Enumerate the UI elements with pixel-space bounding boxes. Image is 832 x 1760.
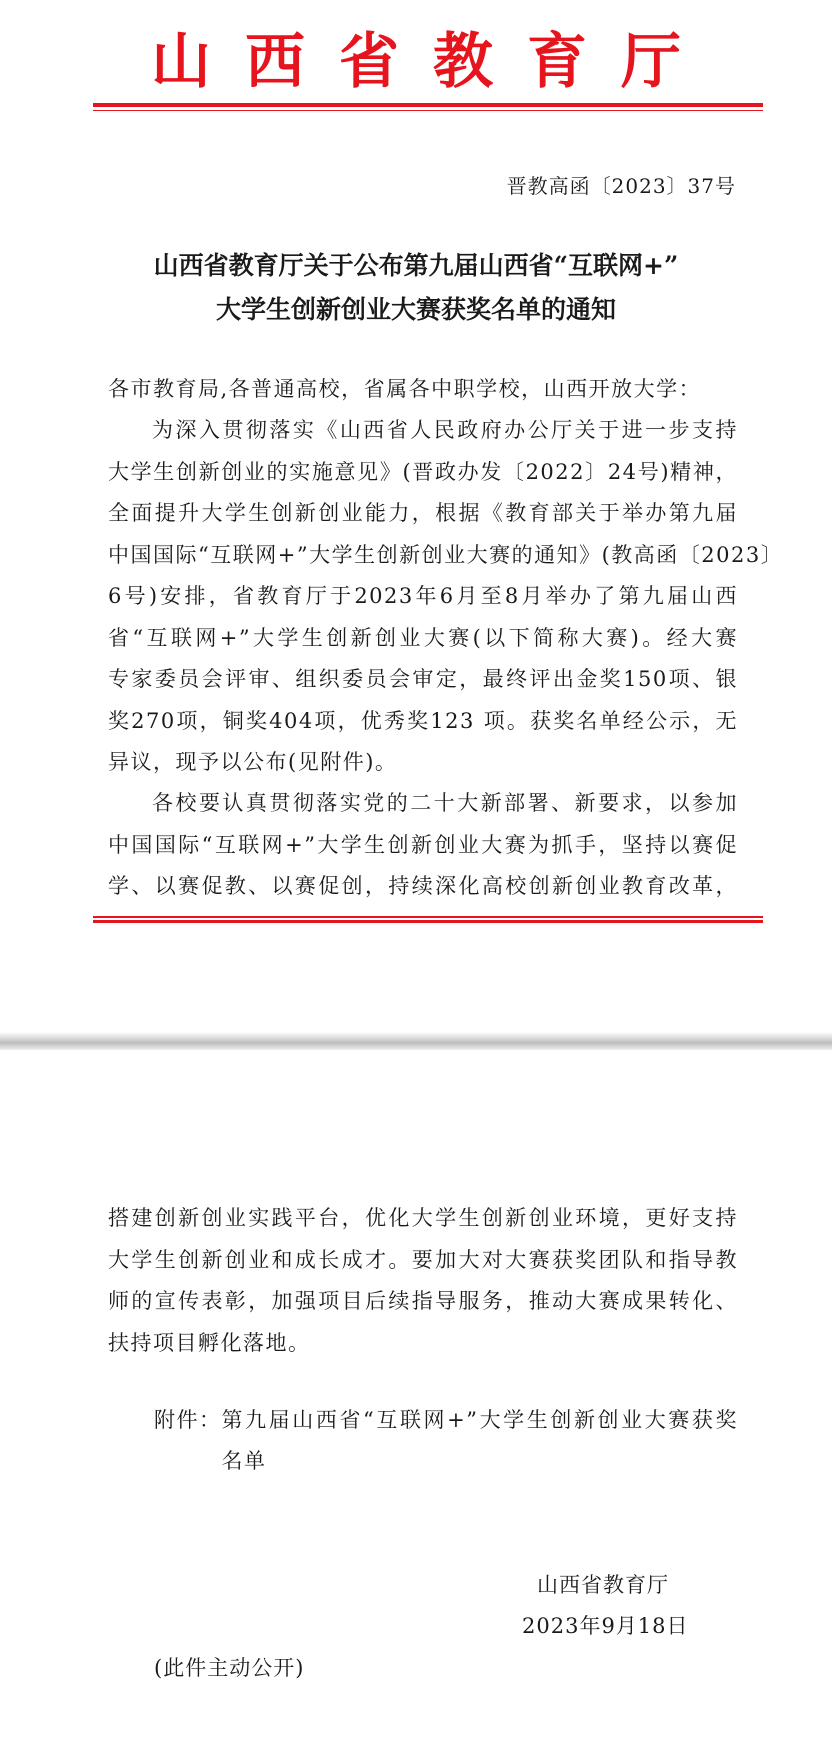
footer-rule [93,916,763,923]
document-title-line-1: 山西省教育厅关于公布第九届山西省“互联网+” [153,251,679,280]
letterhead-title: 山西省教育厅 [151,27,715,97]
text-line: 中国国际“互联网+”大学生创新创业大赛的通知》(教高函〔2023〕 [108,542,784,567]
text-line: 为深入贯彻落实《山西省人民政府办公厅关于进一步支持 [152,418,738,442]
attachment-label: 附件： [154,1408,222,1432]
paragraph-1 [108,410,784,784]
text-line: 6号)安排，省教育厅于2023年6月至8月举办了第九届山西 [108,584,738,608]
text-line: 搭建创新创业实践平台，优化大学生创新创业环境，更好支持 [108,1206,738,1230]
text-line: 异议，现予以公布(见附件)。 [108,750,398,774]
text-line: 大学生创新创业和成长成才。要加大对大赛获奖团队和指导教 [108,1247,738,1272]
letterhead-rule [93,103,763,111]
text-line: 学、以赛促教、以赛促创，持续深化高校创新创业教育改革， [108,874,738,898]
attachment [154,1400,738,1482]
text-line: 全面提升大学生创新创业能力，根据《教育部关于举办第九届 [108,501,738,525]
text-line: 扶持项目孵化落地。 [108,1330,311,1355]
text-line: 师的宣传表彰，加强项目后续指导服务，推动大赛成果转化、 [108,1289,738,1313]
text-line: 中国国际“互联网+”大学生创新创业大赛为抓手，坚持以赛促 [108,832,738,857]
paragraph-2-part-1 [108,783,738,908]
text-line: 奖270项，铜奖404项，优秀奖123 项。获奖名单经公示，无 [108,708,738,733]
paragraph-2-part-2 [108,1198,738,1364]
attachment-title-line-1: 第九届山西省“互联网+”大学生创新创业大赛获奖 [221,1408,738,1432]
text-line: 大学生创新创业的实施意见》(晋政办发〔2022〕24号)精神， [108,459,738,484]
disclosure-note: (此件主动公开) [154,1656,305,1680]
addressee [108,369,738,411]
addressee-text: 各市教育局,各普通高校，省属各中职学校，山西开放大学： [108,377,702,401]
signature-org: 山西省教育厅 [537,1573,669,1597]
page-separator [0,1032,832,1052]
signature-date: 2023年9月18日 [522,1614,689,1638]
text-line: 各校要认真贯彻落实党的二十大新部署、新要求，以参加 [152,791,738,815]
document-number: 晋教高函〔2023〕37号 [506,174,736,198]
document-title-line-2: 大学生创新创业大赛获奖名单的通知 [215,295,616,324]
text-line: 省“互联网+”大学生创新创业大赛(以下简称大赛)。经大赛 [108,625,738,650]
text-line: 专家委员会评审、组织委员会审定，最终评出金奖150项、银 [108,667,738,691]
attachment-title-line-2: 名单 [221,1449,267,1473]
